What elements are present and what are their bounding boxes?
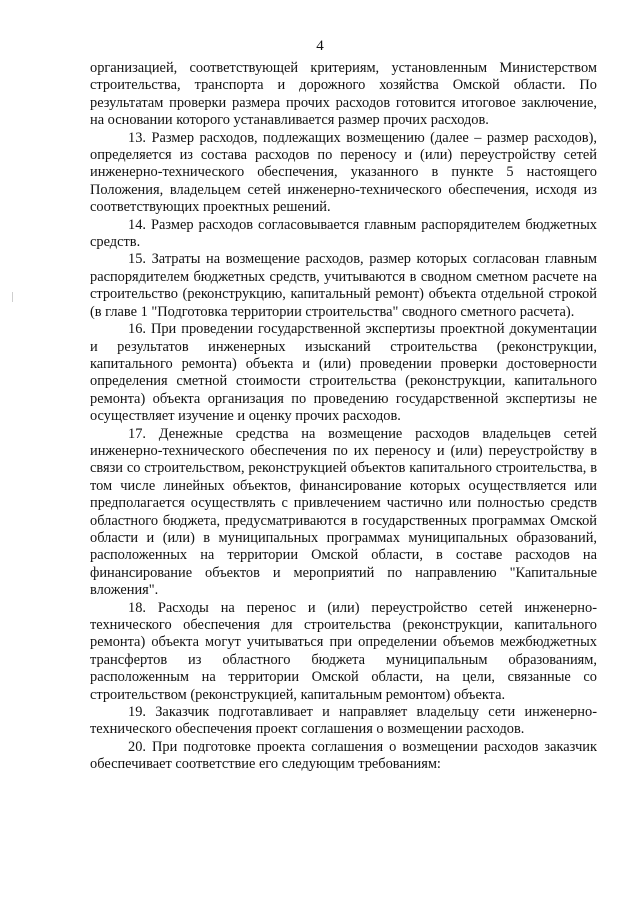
paragraph-13: 13. Размер расходов, подлежащих возмещению (далее – размер расходов), определяется из состава расходов по переносу и (или) переустройству сетей инженерно-технического обеспечения, указанного в пункте 5 настоящего Положения, владельцем сетей инженерно-технического обеспечения, исходя из соответствующих проектных решений. (90, 129, 597, 216)
paragraph-14: 14. Размер расходов согласовывается главным распорядителем бюджетных средств. (90, 216, 597, 251)
page-number: 4 (316, 38, 324, 54)
paragraph-20: 20. При подготовке проекта соглашения о возмещении расходов заказчик обеспечивает соответствие его следующим требованиям: (90, 738, 597, 773)
paragraph-16: 16. При проведении государственной экспертизы проектной документации и результатов инженерных изысканий строительства (реконструкции, капитального ремонта) объекта и (или) проведении проверки достоверности определения сметной стоимости строительства (реконструкции, капитального ремонта) объекта организация по проведению государственной экспертизы не осуществляет изучение и оценку прочих расходов. (90, 321, 597, 425)
paragraph-17: 17. Денежные средства на возмещение расходов владельцев сетей инженерно-технического обеспечения по их переносу и (или) переустройству в связи со строительством, реконструкцией объектов капитального строительства, в том числе линейных объектов, финансирование которых осуществляется или предполагается осуществлять с привлечением частично или полностью средств областного бюджета, предусматриваются в государственных программах Омской области и (или) в муниципальных программах муниципальных образований, расположенных на территории Омской области, в составе расходов на финансирование объектов и мероприятий по направлению "Капитальные вложения". (90, 425, 597, 599)
paragraph-15: 15. Затраты на возмещение расходов, размер которых согласован главным распорядителем бюджетных средств, учитываются в сводном сметном расчете на строительство (реконструкцию, капитальный ремонт) объекта отдельной строкой (в главе 1 "Подготовка территории строительства" сводного сметного расчета). (90, 251, 597, 320)
document-body (90, 60, 597, 774)
paragraph-18: 18. Расходы на перенос и (или) переустройство сетей инженерно-технического обеспечения для строительства (реконструкции, капитального ремонта) объекта могут учитываться при определении объемов межбюджетных трансфертов из областного бюджета муниципальным образованиям, расположенным на территории Омской области, на цели, связанные со строительством (реконструкцией, капитальным ремонтом) объекта. (90, 599, 597, 703)
margin-mark (12, 292, 13, 302)
paragraph-19: 19. Заказчик подготавливает и направляет владельцу сети инженерно-технического обеспечения проект соглашения о возмещении расходов. (90, 704, 597, 738)
paragraph-continuation: организацией, соответствующей критериям, установленным Министерством строительства, транспорта и дорожного хозяйства Омской области. По результатам проверки размера прочих расходов готовится итоговое заключение, на основании которого устанавливается размер прочих расходов. (90, 60, 597, 129)
